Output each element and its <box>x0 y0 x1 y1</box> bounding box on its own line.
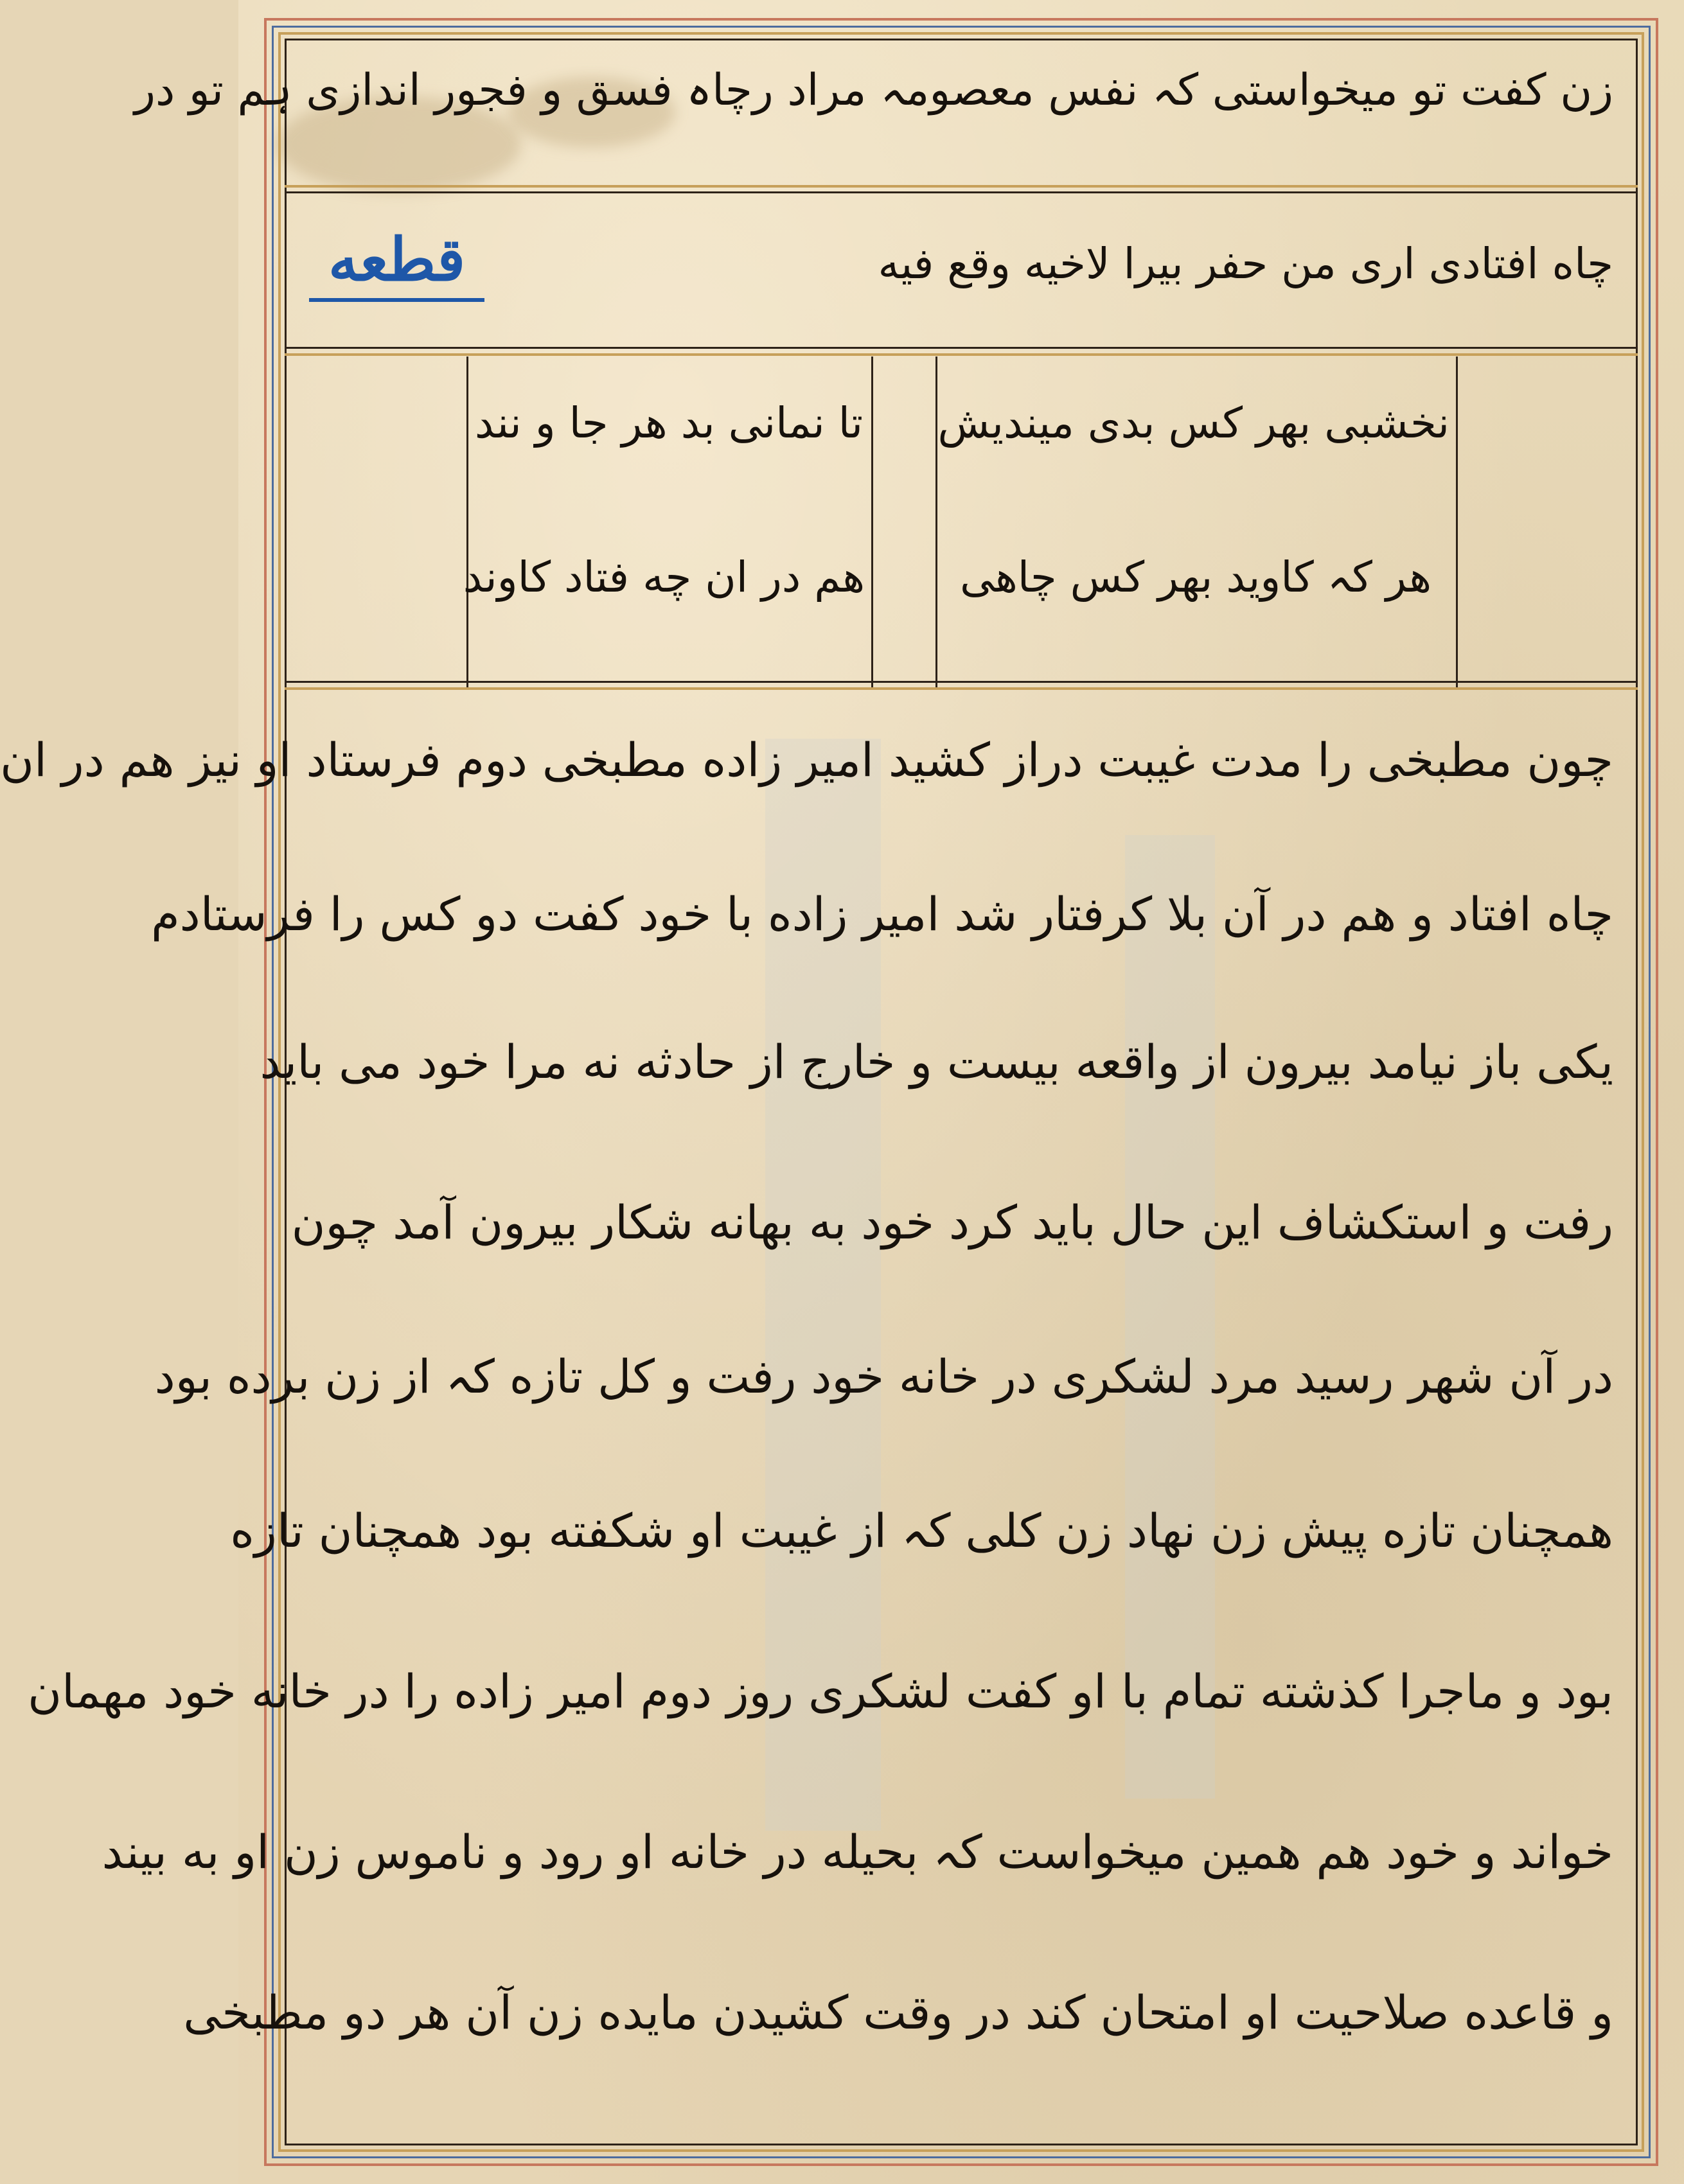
verse-divider <box>871 357 873 687</box>
header-line: زن کفت تو میخواستی کہ نفس معصومہ مراد رچاہ فسق و فجور اندازی ہم تو در <box>134 65 1613 116</box>
band-rule-gold <box>285 353 1638 356</box>
band-rule <box>285 347 1638 349</box>
heading-row <box>309 222 1613 305</box>
body-line: رفت و استکشاف این حال باید کرد خود به بهانه شکار بیرون آمد چون <box>291 1195 1613 1249</box>
band-rule <box>285 191 1638 193</box>
band-rule-gold <box>285 185 1638 188</box>
verse-hemistich: هر کہ کاوید بهر کس چاهی <box>959 552 1432 602</box>
heading-line: چاه افتادی اری من حفر بیرا لاخیه وقع فیه <box>878 238 1613 288</box>
body-line: بود و ماجرا کذشته تمام با او کفت لشکری روز دوم امیر زاده را در خانه خود مهمان <box>28 1664 1613 1718</box>
body-line: همچنان تازه پیش زن نهاد زن کلی کہ از غیبت او شکفته بود همچنان تازه <box>230 1504 1613 1558</box>
verse-hemistich: تا نمانی بد هر جا و نند <box>474 398 864 448</box>
verse-divider <box>466 357 468 687</box>
body-line: خواند و خود هم همین میخواست کہ بحیله در خانه او رود و ناموس زن او به بیند <box>102 1825 1613 1879</box>
verse-divider <box>935 357 937 687</box>
body-line: یکی باز نیامد بیرون از واقعه بیست و خارج از حادثه نه مرا خود می باید <box>260 1035 1613 1089</box>
body-line: چون مطبخی را مدت غیبت دراز کشید امیر زاده مطبخی دوم فرستاد او نیز هم در ان <box>0 733 1613 787</box>
verse-divider <box>1456 357 1458 687</box>
qita-heading-label: قطعه <box>309 225 484 302</box>
verse-hemistich: هم در ان چه فتاد کاوند <box>463 552 865 602</box>
band-rule <box>285 681 1638 683</box>
body-line: و قاعده صلاحیت او امتحان کند در وقت کشیدن مایده زن آن هر دو مطبخی <box>183 1986 1613 2039</box>
body-line: در آن شهر رسید مرد لشکری در خانه خود رفت و کل تازه کہ از زن برده بود <box>154 1350 1613 1404</box>
band-rule-gold <box>285 687 1638 690</box>
verse-hemistich: نخشبی بهر کس بدی میندیش <box>937 398 1449 448</box>
body-line: چاه افتاد و هم در آن بلا کرفتار شد امیر زاده با خود کفت دو کس را فرستادم <box>151 887 1613 941</box>
